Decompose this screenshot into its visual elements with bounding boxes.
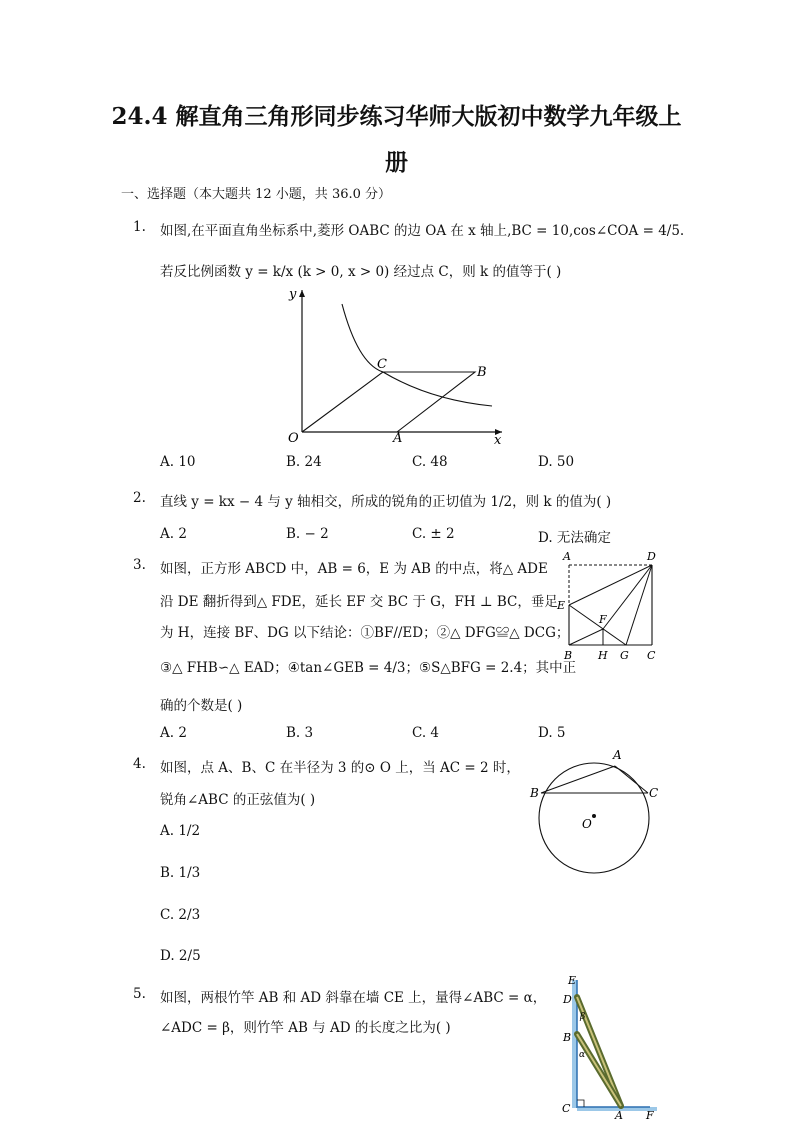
question-text-line: 若反比例函数 y = k/x (k > 0, x > 0) 经过点 C，则 k 的值等于( ) (160, 264, 562, 280)
question-text-line: 直线 y = kx − 4 与 y 轴相交，所成的锐角的正切值为 1/2，则 k 的值为( ) (160, 494, 612, 510)
question-text-line: 如图,在平面直角坐标系中,菱形 OABC 的边 OA 在 x 轴上,BC = 10,cos∠COA = 4/5. (160, 223, 685, 239)
label-C: C (647, 649, 656, 662)
center-point (592, 814, 596, 818)
y-axis-arrow (299, 290, 305, 297)
label-y: y (289, 287, 297, 302)
label-A: A (393, 431, 403, 446)
page-title: 24.4 解直角三角形同步练习华师大版初中数学九年级上 (111, 103, 682, 130)
q1-coordinate-figure (280, 282, 510, 447)
option-d[interactable]: D. 无法确定 (538, 530, 611, 546)
option-a[interactable]: A. 2 (160, 725, 187, 741)
option-c[interactable]: C. ± 2 (412, 526, 455, 542)
option-b[interactable]: B. − 2 (286, 526, 329, 542)
question-text-line: 锐角∠ABC 的正弦值为( ) (160, 792, 316, 808)
label-A: A (615, 1109, 623, 1120)
label-D: D (647, 550, 656, 563)
option-a[interactable]: A. 10 (160, 454, 196, 470)
option-d[interactable]: D. 50 (538, 454, 575, 470)
label-B: B (564, 649, 573, 662)
rhombus-oabc (302, 372, 475, 432)
label-A: A (613, 748, 622, 762)
chord-BA (541, 766, 615, 793)
chord-AC (615, 766, 648, 793)
option-c[interactable]: C. 2/3 (160, 907, 201, 923)
label-B: B (530, 786, 539, 800)
label-C: C (562, 1102, 571, 1115)
option-c[interactable]: C. 4 (412, 725, 440, 741)
label-F: F (646, 1109, 654, 1120)
right-angle-mark (577, 1100, 584, 1107)
question-text-line: 为 H，连接 BF、DG 以下结论：①BF//ED；②△ DFG≌△ DCG； (160, 625, 570, 641)
option-b[interactable]: B. 24 (286, 454, 322, 470)
question-number: 5. (133, 986, 146, 1002)
q4-circle-figure (527, 745, 667, 875)
q5-bamboo-figure (555, 970, 665, 1120)
label-C: C (377, 357, 387, 372)
option-d[interactable]: D. 2/5 (160, 948, 201, 964)
option-b[interactable]: B. 1/3 (160, 865, 201, 881)
question-number: 2. (133, 490, 146, 506)
page-title-continued: 册 (385, 149, 408, 176)
segment-BF (569, 629, 603, 645)
question-number: 4. (133, 756, 146, 772)
label-H: H (598, 649, 608, 662)
segment-ED (569, 565, 652, 605)
label-D: D (563, 993, 572, 1006)
segment-DF (603, 565, 652, 629)
label-A: A (563, 550, 571, 563)
label-x: x (494, 433, 502, 447)
label-beta: β (580, 1012, 586, 1022)
question-text-line: 如图，点 A、B、C 在半径为 3 的⊙ O 上，当 AC = 2 时， (160, 760, 520, 776)
option-a[interactable]: A. 1/2 (160, 823, 201, 839)
question-number: 3. (133, 557, 146, 573)
option-d[interactable]: D. 5 (538, 725, 566, 741)
label-C: C (649, 786, 659, 800)
question-text-line: 沿 DE 翻折得到△ FDE，延长 EF 交 BC 于 G，FH ⊥ BC，垂足 (160, 594, 558, 610)
q3-square-figure (555, 545, 670, 665)
label-G: G (620, 649, 629, 662)
option-a[interactable]: A. 2 (160, 526, 187, 542)
label-B: B (563, 1031, 572, 1044)
label-F: F (599, 613, 607, 626)
section-heading: 一、选择题（本大题共 12 小题，共 36.0 分） (121, 187, 392, 202)
option-b[interactable]: B. 3 (286, 725, 314, 741)
question-text-line: 确的个数是( ) (160, 698, 243, 714)
segment-DG (626, 565, 652, 645)
option-c[interactable]: C. 48 (412, 454, 448, 470)
hyperbola-curve (342, 304, 492, 406)
question-number: 1. (133, 219, 146, 235)
label-E: E (568, 974, 577, 987)
question-text-line: 如图，正方形 ABCD 中，AB = 6，E 为 AB 的中点，将△ ADE (160, 561, 548, 577)
segment-EG (569, 605, 626, 645)
question-text-line: ③△ FHB∽△ EAD；④tan∠GEB = 4/3；⑤S△BFG = 2.4；其中正 (160, 660, 577, 676)
label-B: B (477, 365, 487, 380)
question-text-line: 如图，两根竹竿 AB 和 AD 斜靠在墙 CE 上，量得∠ABC = α， (160, 990, 547, 1006)
question-text-line: ∠ADC = β，则竹竿 AB 与 AD 的长度之比为( ) (160, 1020, 451, 1036)
label-O: O (582, 817, 592, 831)
label-O: O (288, 431, 299, 446)
label-alpha: α (579, 1050, 586, 1060)
label-E: E (557, 599, 566, 612)
